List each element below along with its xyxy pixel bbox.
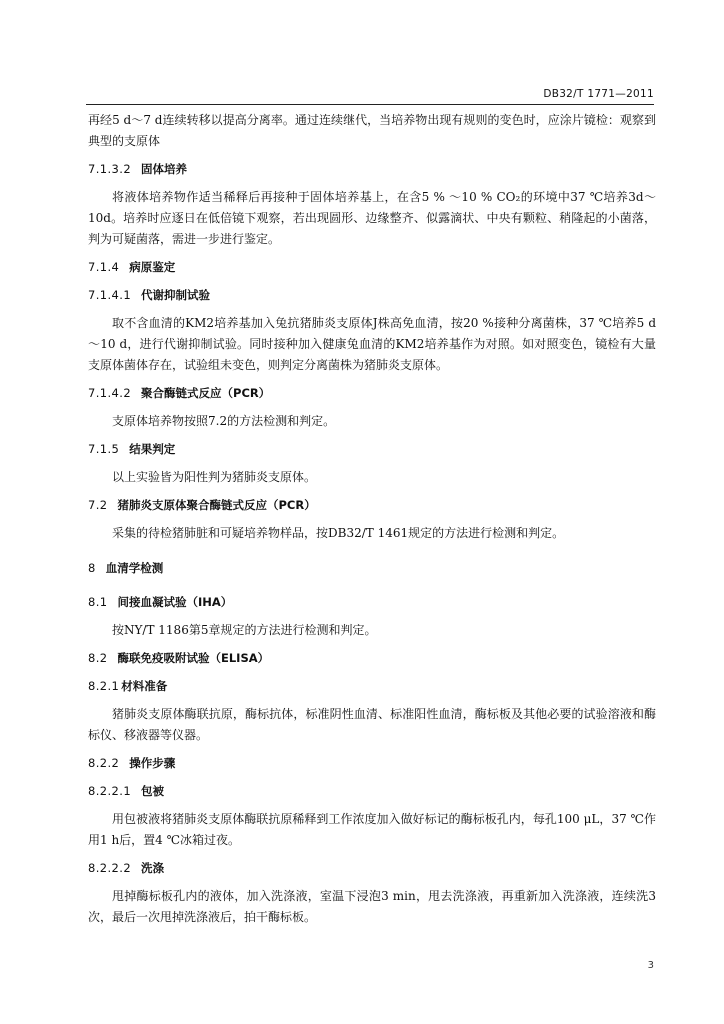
section-number: 7.1.5 xyxy=(88,442,120,456)
section-number: 8.2.2.2 xyxy=(88,861,132,875)
section-number: 7.1.4 xyxy=(88,260,120,274)
section-title: 聚合酶链式反应（PCR） xyxy=(141,386,271,400)
section-title: 固体培养 xyxy=(141,162,188,176)
body-paragraph: 用包被液将猪肺炎支原体酶联抗原稀释到工作浓度加入做好标记的酶标板孔内，每孔100 μL，37 ℃作用1 h后，置4 ℃冰箱过夜。 xyxy=(88,812,656,847)
body-paragraph: 支原体培养物按照7.2的方法检测和判定。 xyxy=(112,414,336,428)
section-heading xyxy=(88,257,656,277)
section-title: 材料准备 xyxy=(121,679,168,693)
body-paragraph: 采集的待检猪肺脏和可疑培养物样品，按DB32/T 1461规定的方法进行检测和判定。 xyxy=(112,526,565,540)
section-number: 8.1 xyxy=(88,595,108,609)
section-heading xyxy=(88,781,656,801)
document-code: DB32/T 1771—2011 xyxy=(543,88,654,100)
section-title: 血清学检测 xyxy=(105,561,164,575)
section-heading xyxy=(88,285,656,305)
section-heading xyxy=(88,439,656,459)
body-paragraph: 按NY/T 1186第5章规定的方法进行检测和判定。 xyxy=(112,623,377,637)
section-number: 8.2.2 xyxy=(88,756,120,770)
section-heading xyxy=(88,383,656,403)
section-title: 酶联免疫吸附试验（ELISA） xyxy=(117,651,270,665)
section-number: 8.2.1 xyxy=(88,679,120,693)
section-title: 猪肺炎支原体聚合酶链式反应（PCR） xyxy=(117,498,316,512)
header-divider xyxy=(86,104,654,105)
section-title: 操作步骤 xyxy=(129,756,176,770)
section-heading xyxy=(88,676,656,696)
body-paragraph: 以上实验皆为阳性判为猪肺炎支原体。 xyxy=(112,470,317,484)
section-number: 8.2 xyxy=(88,651,108,665)
section-heading xyxy=(88,159,656,179)
section-title: 包被 xyxy=(141,784,165,798)
section-number: 7.1.4.1 xyxy=(88,288,132,302)
section-heading xyxy=(88,495,656,515)
section-heading xyxy=(88,558,656,578)
body-paragraph: 猪肺炎支原体酶联抗原，酶标抗体，标准阴性血清、标准阳性血清，酶标板及其他必要的试验溶液和酶标仪、移液器等仪器。 xyxy=(88,707,656,742)
section-number: 8 xyxy=(88,561,96,575)
section-number: 7.1.3.2 xyxy=(88,162,132,176)
page-number: 3 xyxy=(647,960,654,971)
section-number: 7.1.4.2 xyxy=(88,386,132,400)
section-number: 7.2 xyxy=(88,498,108,512)
document-body xyxy=(88,110,656,935)
section-number: 8.2.2.1 xyxy=(88,784,132,798)
section-title: 洗涤 xyxy=(141,861,165,875)
section-heading xyxy=(88,753,656,773)
section-title: 代谢抑制试验 xyxy=(141,288,211,302)
section-heading xyxy=(88,592,656,612)
body-paragraph: 甩掉酶标板孔内的液体，加入洗涤液，室温下浸泡3 min，甩去洗涤液，再重新加入洗涤液，连续洗3次，最后一次甩掉洗涤液后，拍干酶标板。 xyxy=(88,889,656,924)
body-paragraph: 取不含血清的KM2培养基加入兔抗猪肺炎支原体J株高免血清，按20 %接种分离菌株，37 ℃培养5 d～10 d，进行代谢抑制试验。同时接种加入健康兔血清的KM2培养基作为对照。如对照变色，镜检有大量支原体菌体存在，试验组未变色，则判定分离菌株为猪肺炎支原体。 xyxy=(88,316,656,372)
section-title: 间接血凝试验（IHA） xyxy=(117,595,233,609)
section-heading xyxy=(88,648,656,668)
section-heading xyxy=(88,858,656,878)
body-paragraph: 将液体培养物作适当稀释后再接种于固体培养基上，在含5 % ～10 % CO₂的环境中37 ℃培养3d～10d。培养时应逐日在低倍镜下观察，若出现圆形、边缘整齐、似露滴状、中央有颗粒、稍隆起的小菌落，判为可疑菌落，需进一步进行鉴定。 xyxy=(88,190,656,246)
section-title: 结果判定 xyxy=(129,442,176,456)
body-paragraph: 再经5 d～7 d连续转移以提高分离率。通过连续继代，当培养物出现有规则的变色时，应涂片镜检：观察到典型的支原体 xyxy=(88,113,656,148)
section-title: 病原鉴定 xyxy=(129,260,176,274)
